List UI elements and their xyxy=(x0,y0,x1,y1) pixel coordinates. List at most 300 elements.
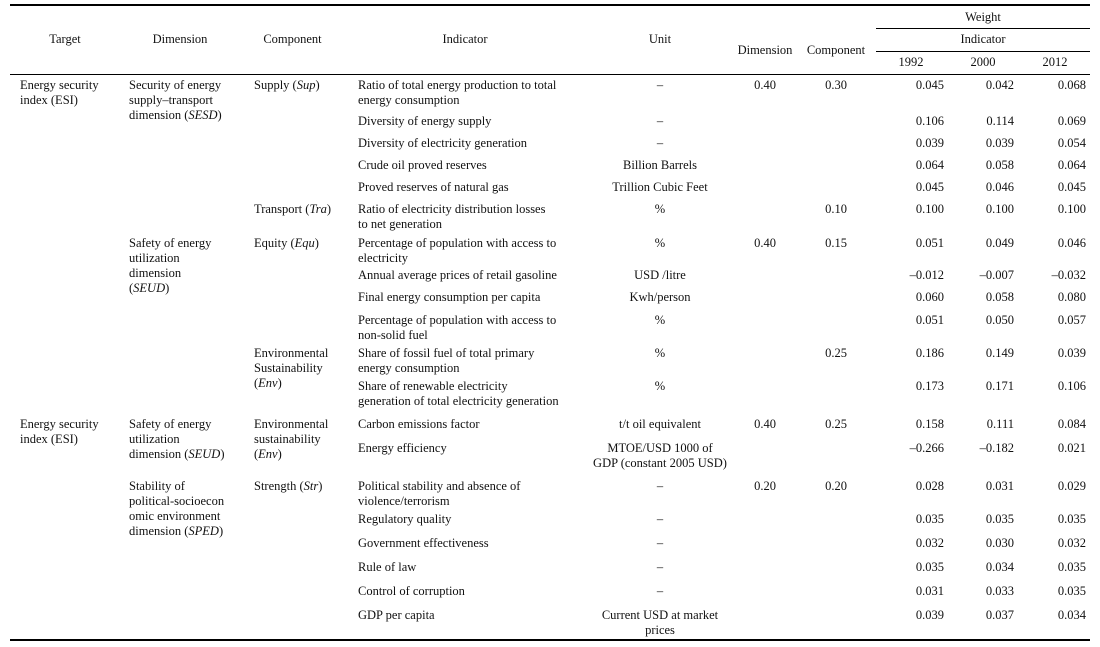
indicator-cell xyxy=(358,180,588,195)
unit-cell xyxy=(580,379,740,394)
unit-cell-line: Current USD at market xyxy=(601,608,719,622)
component-text: Supply ( xyxy=(254,78,297,92)
component-weight-cell xyxy=(806,417,866,432)
dimension-seud-b xyxy=(129,417,225,462)
component-text: ) xyxy=(326,202,332,216)
indicator-cell-line: non-solid fuel xyxy=(358,328,428,342)
weight-1992-cell-line: 0.173 xyxy=(915,379,944,393)
weight-2012-cell-line: 0.035 xyxy=(1057,560,1086,574)
dimension-line: political-socioecon xyxy=(129,494,225,508)
weight-2012-cell-line: 0.080 xyxy=(1057,290,1086,304)
weight-2012-cell-line: 0.034 xyxy=(1057,608,1086,622)
weight-1992-cell xyxy=(878,158,944,173)
component-weight-cell-line: 0.20 xyxy=(825,479,847,493)
dimension-sped xyxy=(129,479,224,539)
weight-2012-cell-line: 0.032 xyxy=(1057,536,1086,550)
header-rule xyxy=(10,74,1090,75)
weight-2012-cell xyxy=(1020,346,1086,361)
weight-2000-cell-line: 0.035 xyxy=(985,512,1014,526)
weight-2000-cell xyxy=(948,313,1014,328)
weight-2000-cell-line: 0.031 xyxy=(985,479,1014,493)
unit-cell xyxy=(580,512,740,527)
weight-1992-cell-line: 0.035 xyxy=(915,560,944,574)
dimension-sesd xyxy=(129,78,222,123)
unit-cell-line: USD /litre xyxy=(634,268,686,282)
weight-2000-cell xyxy=(948,379,1014,394)
dimension-weight-cell-line: 0.40 xyxy=(754,417,776,431)
weight-2012-cell xyxy=(1020,236,1086,251)
dimension-text: ) xyxy=(165,281,170,295)
unit-cell xyxy=(580,536,740,551)
unit-cell xyxy=(580,180,740,195)
indicator-cell xyxy=(358,441,588,456)
header-year-2012: 2012 xyxy=(1042,55,1068,69)
weight-2000-cell xyxy=(948,78,1014,93)
unit-cell xyxy=(580,268,740,283)
weight-2000-cell xyxy=(948,236,1014,251)
weight-2012-cell xyxy=(1020,136,1086,151)
indicator-cell-line: Percentage of population with access to xyxy=(358,313,557,327)
weight-1992-cell xyxy=(878,379,944,394)
dimension-line: Safety of energy xyxy=(129,236,212,250)
indicator-weight-rule xyxy=(876,51,1090,52)
weight-2000-cell-line: 0.049 xyxy=(985,236,1014,250)
dimension-line: Safety of energy xyxy=(129,417,212,431)
weight-2000-cell xyxy=(948,608,1014,623)
component-line: sustainability xyxy=(254,432,321,446)
dimension-line: dimension xyxy=(129,266,182,280)
indicator-cell xyxy=(358,290,588,305)
weight-1992-cell-line: –0.012 xyxy=(909,268,944,282)
weight-1992-cell xyxy=(878,236,944,251)
weight-2012-cell xyxy=(1020,417,1086,432)
weight-2012-cell-line: 0.021 xyxy=(1057,441,1086,455)
header-weight: Weight xyxy=(965,10,1001,24)
indicator-cell xyxy=(358,114,588,129)
header-weight-indicator: Indicator xyxy=(960,32,1006,46)
component-text: ) xyxy=(277,447,282,461)
component-weight-cell-line: 0.25 xyxy=(825,346,847,360)
indicator-cell xyxy=(358,346,588,376)
indicator-cell xyxy=(358,417,588,432)
indicator-cell xyxy=(358,584,588,599)
target-label-2 xyxy=(20,417,99,447)
weight-2012-cell-line: 0.064 xyxy=(1057,158,1086,172)
component-text: ) xyxy=(277,376,282,390)
weight-2012-cell xyxy=(1020,608,1086,623)
indicator-cell-line: Rule of law xyxy=(358,560,417,574)
header-dimension: Dimension xyxy=(152,32,208,46)
weight-2000-cell xyxy=(948,290,1014,305)
dimension-line xyxy=(129,281,211,296)
weight-1992-cell-line: 0.045 xyxy=(915,180,944,194)
dimension-line xyxy=(129,447,225,462)
dimension-weight-cell-line: 0.40 xyxy=(754,78,776,92)
weight-2000-cell xyxy=(948,346,1014,361)
indicator-cell-line: Proved reserves of natural gas xyxy=(358,180,509,194)
weight-2012-cell xyxy=(1020,313,1086,328)
indicator-cell-line: Diversity of electricity generation xyxy=(358,136,528,150)
dimension-weight-cell xyxy=(735,479,795,494)
weight-1992-cell xyxy=(878,479,944,494)
weight-2000-cell-line: 0.114 xyxy=(986,114,1014,128)
unit-cell-line: t/t oil equivalent xyxy=(619,417,701,431)
component-weight-cell xyxy=(806,202,866,217)
dimension-text: dimension ( xyxy=(129,447,189,461)
component-weight-cell xyxy=(806,78,866,93)
dimension-abbr: SPED xyxy=(188,524,219,538)
indicator-cell xyxy=(358,379,588,409)
component-weight-cell xyxy=(806,236,866,251)
header-year-1992: 1992 xyxy=(898,55,924,69)
dimension-text: ) xyxy=(217,108,222,122)
component-abbr: Env xyxy=(258,376,278,390)
indicator-cell xyxy=(358,479,588,509)
weight-2000-cell xyxy=(948,441,1014,456)
header-target: Target xyxy=(49,32,81,46)
indicator-cell-line: Ratio of total energy production to total xyxy=(358,78,557,92)
unit-cell-line: – xyxy=(656,536,664,550)
indicator-cell-line: Percentage of population with access to xyxy=(358,236,557,250)
unit-cell xyxy=(580,608,740,638)
weight-rule xyxy=(876,28,1090,29)
indicator-cell-line: Energy efficiency xyxy=(358,441,447,455)
unit-cell xyxy=(580,78,740,93)
dimension-abbr: SESD xyxy=(188,108,218,122)
weight-1992-cell xyxy=(878,78,944,93)
weight-2000-cell-line: 0.100 xyxy=(985,202,1014,216)
indicator-cell xyxy=(358,560,588,575)
weight-2012-cell-line: 0.084 xyxy=(1057,417,1086,431)
dimension-abbr: SEUD xyxy=(188,447,221,461)
indicator-cell xyxy=(358,236,588,266)
unit-cell-line: – xyxy=(656,114,664,128)
unit-cell-line: Trillion Cubic Feet xyxy=(612,180,708,194)
weight-2012-cell xyxy=(1020,78,1086,93)
dimension-weight-cell-line: 0.40 xyxy=(754,236,776,250)
component-text: Strength ( xyxy=(254,479,304,493)
weight-2000-cell xyxy=(948,136,1014,151)
unit-cell xyxy=(580,158,740,173)
weight-1992-cell-line: 0.064 xyxy=(915,158,944,172)
weight-1992-cell-line: 0.051 xyxy=(915,236,944,250)
component-text: ) xyxy=(318,479,323,493)
target-line: Energy security xyxy=(20,78,99,92)
indicator-cell-line: Annual average prices of retail gasoline xyxy=(358,268,557,282)
indicator-cell-line: electricity xyxy=(358,251,408,265)
indicator-cell-line: generation of total electricity generation xyxy=(358,394,559,408)
unit-cell-line: % xyxy=(654,236,666,250)
unit-cell-line: – xyxy=(656,136,664,150)
weight-1992-cell-line: 0.186 xyxy=(915,346,944,360)
target-line: index (ESI) xyxy=(20,93,78,107)
unit-cell-line: % xyxy=(654,379,666,393)
bottom-rule xyxy=(10,639,1090,641)
component-text: Transport ( xyxy=(254,202,310,216)
dimension-text: dimension ( xyxy=(129,108,189,122)
top-rule xyxy=(10,4,1090,6)
component-text: ( xyxy=(254,447,259,461)
component-text: ( xyxy=(254,376,259,390)
indicator-cell xyxy=(358,608,588,623)
component-weight-cell-line: 0.30 xyxy=(825,78,847,92)
weight-2012-cell-line: 0.035 xyxy=(1057,512,1086,526)
dimension-weight-cell xyxy=(735,78,795,93)
weight-2012-cell xyxy=(1020,290,1086,305)
unit-cell-line: % xyxy=(654,202,666,216)
weight-2012-cell xyxy=(1020,114,1086,129)
component-abbr: Tra xyxy=(309,202,327,216)
weight-2000-cell-line: 0.058 xyxy=(985,158,1014,172)
weight-1992-cell xyxy=(878,608,944,623)
header-unit: Unit xyxy=(648,32,672,46)
unit-cell-line: – xyxy=(656,78,664,92)
indicator-cell-line: Ratio of electricity distribution losses xyxy=(358,202,546,216)
header-weight-dimension: Dimension xyxy=(737,43,793,57)
weight-2012-cell-line: 0.035 xyxy=(1057,584,1086,598)
component-abbr: Sup xyxy=(296,78,316,92)
indicator-cell-line: GDP per capita xyxy=(358,608,435,622)
component-weight-cell-line: 0.10 xyxy=(825,202,847,216)
header-year-2000: 2000 xyxy=(970,55,996,69)
dimension-text: ( xyxy=(129,281,134,295)
weight-2012-cell-line: 0.045 xyxy=(1057,180,1086,194)
weight-1992-cell xyxy=(878,560,944,575)
unit-cell xyxy=(580,417,740,432)
weight-2000-cell xyxy=(948,512,1014,527)
weight-2000-cell-line: 0.033 xyxy=(985,584,1014,598)
weight-2000-cell-line: 0.039 xyxy=(985,136,1014,150)
indicator-cell-line: energy consumption xyxy=(358,93,460,107)
indicator-cell xyxy=(358,158,588,173)
indicator-cell-line: to net generation xyxy=(358,217,442,231)
weight-1992-cell-line: 0.106 xyxy=(915,114,944,128)
indicator-cell-line: Political stability and absence of xyxy=(358,479,521,493)
component-strength xyxy=(254,479,322,494)
dimension-weight-cell xyxy=(735,417,795,432)
unit-cell-line: Billion Barrels xyxy=(623,158,697,172)
indicator-cell xyxy=(358,268,588,283)
weight-2000-cell-line: 0.030 xyxy=(985,536,1014,550)
unit-cell-line: Kwh/person xyxy=(629,290,691,304)
indicator-cell-line: Regulatory quality xyxy=(358,512,452,526)
dimension-line xyxy=(129,108,222,123)
weight-2012-cell xyxy=(1020,379,1086,394)
unit-cell-line: – xyxy=(656,479,664,493)
unit-cell xyxy=(580,114,740,129)
indicator-cell-line: Government effectiveness xyxy=(358,536,489,550)
unit-cell xyxy=(580,202,740,217)
weight-2012-cell-line: 0.029 xyxy=(1057,479,1086,493)
header-component: Component xyxy=(263,32,322,46)
weight-1992-cell xyxy=(878,417,944,432)
weight-2000-cell-line: 0.042 xyxy=(985,78,1014,92)
weight-2000-cell-line: 0.171 xyxy=(985,379,1014,393)
indicator-cell xyxy=(358,202,588,232)
weight-1992-cell-line: 0.039 xyxy=(915,608,944,622)
component-line: Sustainability xyxy=(254,361,323,375)
dimension-line: utilization xyxy=(129,432,180,446)
weight-1992-cell-line: 0.051 xyxy=(915,313,944,327)
unit-cell-line: – xyxy=(656,584,664,598)
weight-2000-cell xyxy=(948,268,1014,283)
target-line: Energy security xyxy=(20,417,99,431)
weight-2000-cell xyxy=(948,417,1014,432)
unit-cell-line: prices xyxy=(645,623,675,637)
weight-2012-cell xyxy=(1020,536,1086,551)
weight-2000-cell-line: 0.050 xyxy=(985,313,1014,327)
indicator-cell xyxy=(358,78,588,108)
unit-cell xyxy=(580,346,740,361)
component-line xyxy=(254,376,328,391)
component-transport xyxy=(254,202,331,217)
weight-1992-cell xyxy=(878,346,944,361)
component-line: Environmental xyxy=(254,346,329,360)
weight-2012-cell xyxy=(1020,584,1086,599)
weight-1992-cell xyxy=(878,313,944,328)
weight-2012-cell xyxy=(1020,158,1086,173)
component-abbr: Equ xyxy=(294,236,315,250)
weight-2000-cell xyxy=(948,180,1014,195)
component-env-b xyxy=(254,417,328,462)
indicator-cell-line: Crude oil proved reserves xyxy=(358,158,487,172)
header-indicator: Indicator xyxy=(442,32,488,46)
weight-2000-cell-line: 0.058 xyxy=(985,290,1014,304)
weight-1992-cell xyxy=(878,290,944,305)
weight-2012-cell xyxy=(1020,180,1086,195)
dimension-abbr: SEUD xyxy=(133,281,166,295)
unit-cell-line: GDP (constant 2005 USD) xyxy=(593,456,727,470)
unit-cell xyxy=(580,441,740,471)
weight-2000-cell-line: 0.046 xyxy=(985,180,1014,194)
weight-1992-cell-line: 0.035 xyxy=(915,512,944,526)
weight-1992-cell-line: 0.031 xyxy=(915,584,944,598)
unit-cell-line: % xyxy=(654,346,666,360)
weight-2012-cell xyxy=(1020,560,1086,575)
weight-2012-cell xyxy=(1020,479,1086,494)
unit-cell xyxy=(580,584,740,599)
weight-2012-cell-line: 0.046 xyxy=(1057,236,1086,250)
component-text: Equity ( xyxy=(254,236,295,250)
weight-2012-cell-line: 0.068 xyxy=(1057,78,1086,92)
weight-2000-cell-line: 0.149 xyxy=(985,346,1014,360)
unit-cell-line: MTOE/USD 1000 of xyxy=(607,441,713,455)
dimension-line: Stability of xyxy=(129,479,185,493)
weight-2012-cell-line: 0.069 xyxy=(1057,114,1086,128)
component-abbr: Str xyxy=(303,479,319,493)
component-equity xyxy=(254,236,319,251)
weight-2000-cell-line: 0.034 xyxy=(985,560,1014,574)
weight-2000-cell xyxy=(948,536,1014,551)
indicator-cell-line: energy consumption xyxy=(358,361,460,375)
component-weight-cell xyxy=(806,346,866,361)
dimension-line: Security of energy xyxy=(129,78,222,92)
unit-cell-line: % xyxy=(654,313,666,327)
component-env-a xyxy=(254,346,328,391)
dimension-line: supply–transport xyxy=(129,93,214,107)
indicator-cell-line: Share of renewable electricity xyxy=(358,379,508,393)
unit-cell xyxy=(580,136,740,151)
component-supply xyxy=(254,78,320,93)
indicator-cell-line: violence/terrorism xyxy=(358,494,450,508)
weight-2012-cell-line: 0.106 xyxy=(1057,379,1086,393)
dimension-seud-a xyxy=(129,236,211,296)
weight-2012-cell-line: 0.100 xyxy=(1057,202,1086,216)
weight-2000-cell xyxy=(948,560,1014,575)
component-abbr: Env xyxy=(258,447,278,461)
indicator-cell xyxy=(358,512,588,527)
indicator-cell xyxy=(358,313,588,343)
dimension-text: dimension ( xyxy=(129,524,189,538)
weight-1992-cell xyxy=(878,441,944,456)
weight-1992-cell xyxy=(878,536,944,551)
indicator-cell xyxy=(358,536,588,551)
weight-2000-cell-line: –0.182 xyxy=(979,441,1014,455)
weight-1992-cell xyxy=(878,512,944,527)
weight-1992-cell-line: 0.045 xyxy=(915,78,944,92)
weight-2012-cell xyxy=(1020,268,1086,283)
dimension-weight-cell-line: 0.20 xyxy=(754,479,776,493)
weight-2012-cell xyxy=(1020,441,1086,456)
weight-1992-cell-line: 0.032 xyxy=(915,536,944,550)
weight-1992-cell xyxy=(878,114,944,129)
weight-1992-cell xyxy=(878,268,944,283)
indicator-cell xyxy=(358,136,588,151)
weight-2000-cell xyxy=(948,158,1014,173)
component-weight-cell xyxy=(806,479,866,494)
weight-1992-cell-line: 0.158 xyxy=(915,417,944,431)
unit-cell xyxy=(580,290,740,305)
weight-1992-cell xyxy=(878,136,944,151)
weight-1992-cell-line: 0.060 xyxy=(915,290,944,304)
target-label-1 xyxy=(20,78,99,108)
component-text: ) xyxy=(315,78,320,92)
weight-1992-cell-line: 0.039 xyxy=(915,136,944,150)
component-text: ) xyxy=(314,236,319,250)
unit-cell xyxy=(580,560,740,575)
unit-cell-line: – xyxy=(656,512,664,526)
weight-2000-cell-line: 0.037 xyxy=(985,608,1014,622)
component-weight-cell-line: 0.15 xyxy=(825,236,847,250)
unit-cell-line: – xyxy=(656,560,664,574)
unit-cell xyxy=(580,479,740,494)
weight-1992-cell xyxy=(878,180,944,195)
indicator-cell-line: Diversity of energy supply xyxy=(358,114,492,128)
weight-2000-cell xyxy=(948,584,1014,599)
dimension-line: omic environment xyxy=(129,509,221,523)
dimension-weight-cell xyxy=(735,236,795,251)
dimension-line xyxy=(129,524,224,539)
dimension-text: ) xyxy=(220,447,225,461)
weight-2012-cell-line: –0.032 xyxy=(1051,268,1086,282)
target-line: index (ESI) xyxy=(20,432,78,446)
weight-1992-cell-line: 0.100 xyxy=(915,202,944,216)
component-weight-cell-line: 0.25 xyxy=(825,417,847,431)
weight-1992-cell xyxy=(878,202,944,217)
weight-1992-cell xyxy=(878,584,944,599)
dimension-text: ) xyxy=(218,524,224,538)
weight-2000-cell xyxy=(948,114,1014,129)
weight-2012-cell-line: 0.039 xyxy=(1057,346,1086,360)
weight-2000-cell-line: –0.007 xyxy=(979,268,1014,282)
weight-2000-cell xyxy=(948,202,1014,217)
indicator-cell-line: Carbon emissions factor xyxy=(358,417,480,431)
indicator-cell-line: Final energy consumption per capita xyxy=(358,290,541,304)
component-line xyxy=(254,447,328,462)
unit-cell xyxy=(580,313,740,328)
weight-2012-cell xyxy=(1020,512,1086,527)
dimension-line: utilization xyxy=(129,251,180,265)
